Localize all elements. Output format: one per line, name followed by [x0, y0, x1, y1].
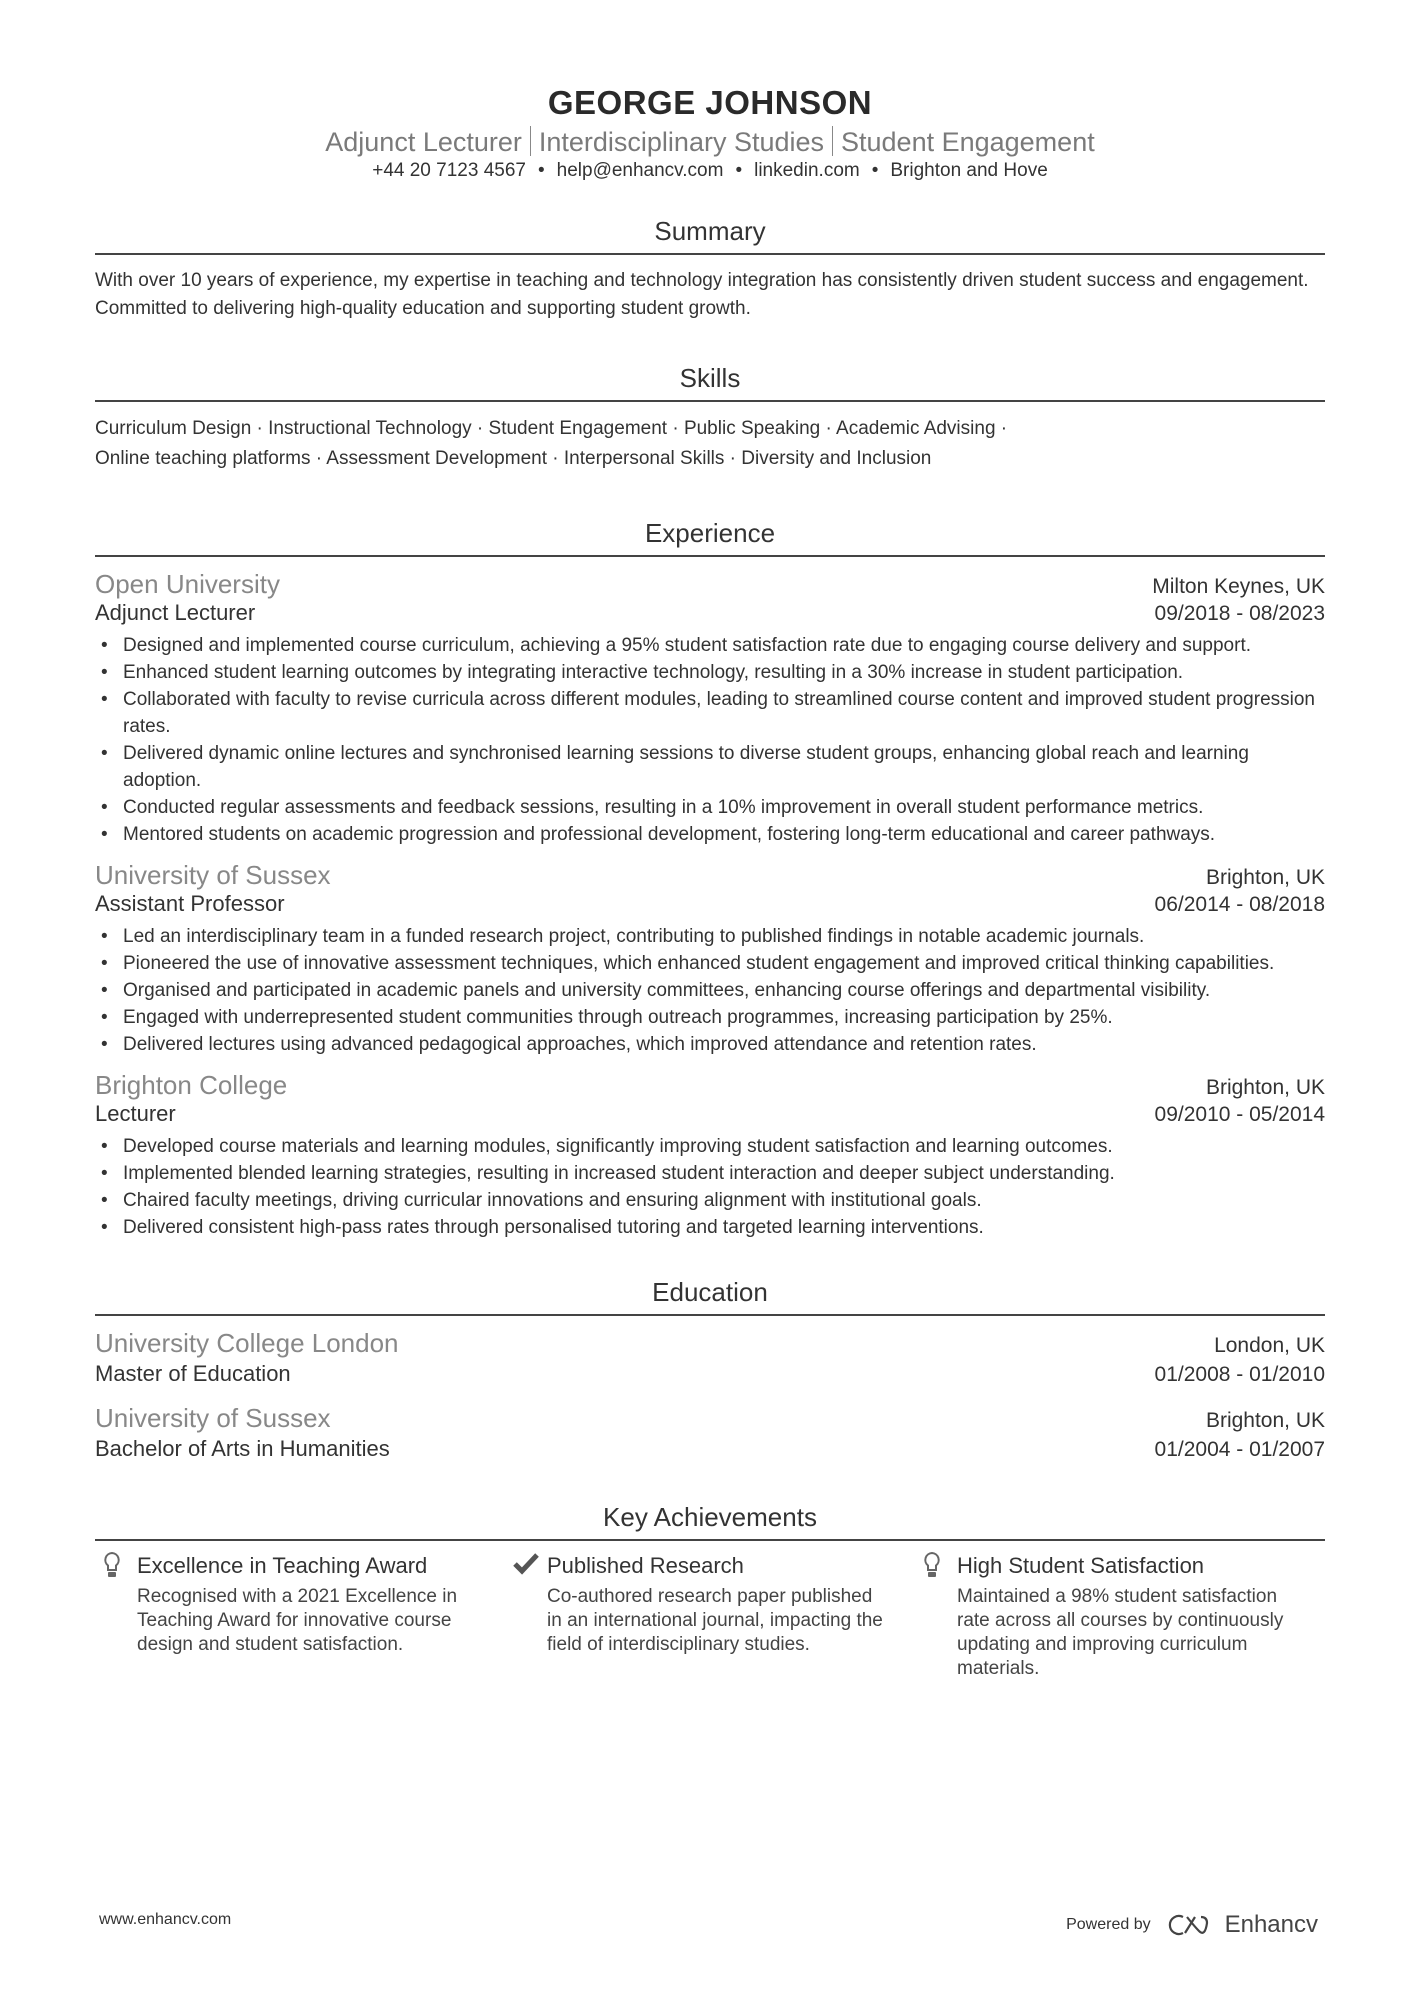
divider: [530, 126, 531, 156]
headline-title: Interdisciplinary Studies: [538, 127, 825, 157]
headline: [95, 126, 1325, 160]
job-entry: [95, 860, 1325, 1058]
education-entry: [95, 1328, 1325, 1387]
job-location: Brighton, UK: [1205, 1076, 1325, 1099]
skills-line: Curriculum Design · Instructional Technology · Student Engagement · Public Speaking · Academic Advising ·: [95, 418, 1008, 439]
achievements-list: [95, 1551, 1325, 1681]
achievement-title: Published Research: [547, 1553, 744, 1578]
bullet: • Engaged with underrepresented student communities through outreach programmes, increasing participation by 25%.: [95, 1004, 1325, 1031]
achievement-description: Recognised with a 2021 Excellence in Teaching Award for innovative course design and student satisfaction.: [137, 1586, 458, 1655]
job-bullets: [95, 632, 1325, 848]
education-list: [95, 1328, 1325, 1462]
linkedin-link[interactable]: linkedin.com: [754, 160, 860, 181]
job-bullets: [95, 923, 1325, 1058]
bullet: • Organised and participated in academic panels and university committees, enhancing course offerings and departmental visibility.: [95, 977, 1325, 1004]
job-location: Brighton, UK: [1205, 866, 1325, 889]
email-link[interactable]: help@enhancv.com: [556, 160, 724, 181]
bullet: • Delivered dynamic online lectures and synchronised learning sessions to diverse student groups, enhancing global reach and learning adoption.: [95, 740, 1325, 794]
lightbulb-icon: [95, 1551, 137, 1681]
powered-by: Powered by: [1066, 1916, 1151, 1933]
education-entry: [95, 1403, 1325, 1462]
job-entry: [95, 1070, 1325, 1241]
achievements-heading: Key Achievements: [95, 1502, 1325, 1541]
job-bullets: [95, 1133, 1325, 1241]
website-link[interactable]: www.enhancv.com: [99, 1911, 232, 1928]
bullet: • Chaired faculty meetings, driving curricular innovations and ensuring alignment with institutional goals.: [95, 1187, 1325, 1214]
enhancv-logo-icon: [1165, 1913, 1211, 1937]
location: Brighton and Hove: [890, 160, 1048, 181]
bullet: • Conducted regular assessments and feedback sessions, resulting in a 10% improvement in overall student performance metrics.: [95, 794, 1325, 821]
bullet: • Mentored students on academic progression and professional development, fostering long-term educational and career pathways.: [95, 821, 1325, 848]
contact-info: +44 20 7123 4567 • help@enhancv.com • linkedin.com • Brighton and Hove: [372, 160, 1048, 181]
bullet: • Designed and implemented course curriculum, achieving a 95% student satisfaction rate due to engaging course delivery and support.: [95, 632, 1325, 659]
job-location: Milton Keynes, UK: [1152, 575, 1325, 598]
brand: [1066, 1911, 1318, 1939]
checkmark-icon: [505, 1551, 547, 1681]
education-heading: Education: [95, 1277, 1325, 1316]
experience-list: [95, 569, 1325, 1241]
candidate-name: GEORGE JOHNSON: [547, 84, 873, 121]
headline-title: Adjunct Lecturer: [325, 127, 522, 157]
bullet: • Led an interdisciplinary team in a funded research project, contributing to published findings in notable academic journals.: [95, 923, 1325, 950]
bullet: • Enhanced student learning outcomes by integrating interactive technology, resulting in a 30% increase in student participation.: [95, 659, 1325, 686]
bullet: • Collaborated with faculty to revise curricula across different modules, leading to streamlined course content and improved student progression rates.: [95, 686, 1325, 740]
degree: Bachelor of Arts in Humanities: [95, 1436, 390, 1461]
job-title: Lecturer: [95, 1101, 176, 1126]
company: Open University: [95, 569, 280, 599]
skills-heading: Skills: [95, 363, 1325, 402]
job-entry: [95, 569, 1325, 848]
school-location: London, UK: [1214, 1334, 1325, 1357]
degree: Master of Education: [95, 1361, 291, 1386]
education-dates: 01/2008 - 01/2010: [1154, 1363, 1325, 1386]
skills-line: Online teaching platforms · Assessment Development · Interpersonal Skills · Diversity and Inclusion: [95, 448, 932, 469]
phone: +44 20 7123 4567: [372, 160, 526, 181]
achievement-description: Maintained a 98% student satisfaction rate across all courses by continuously updating and improving curriculum materials.: [957, 1586, 1284, 1679]
bullet: • Pioneered the use of innovative assessment techniques, which enhanced student engagement and improved critical thinking capabilities.: [95, 950, 1325, 977]
company: Brighton College: [95, 1070, 288, 1100]
bullet: • Implemented blended learning strategies, resulting in increased student interaction and deeper subject understanding.: [95, 1160, 1325, 1187]
lightbulb-icon: [915, 1551, 957, 1681]
bullet: • Developed course materials and learning modules, significantly improving student satisfaction and learning outcomes.: [95, 1133, 1325, 1160]
summary-heading: Summary: [95, 216, 1325, 255]
job-title: Adjunct Lecturer: [95, 600, 256, 625]
job-dates: 09/2010 - 05/2014: [1154, 1103, 1325, 1126]
headline-title: Student Engagement: [841, 127, 1095, 157]
achievement: [915, 1551, 1325, 1681]
company: University of Sussex: [95, 860, 331, 890]
achievement: [505, 1551, 915, 1681]
resume: [95, 84, 1325, 1681]
summary-text: With over 10 years of experience, my expertise in teaching and technology integration has consistently driven student success and engagement. Committed to delivering high-quality education and supporting student growth.: [95, 270, 1309, 319]
job-dates: 09/2018 - 08/2023: [1154, 602, 1325, 625]
achievement: [95, 1551, 505, 1681]
footer: [99, 1911, 1318, 1939]
brand-name: Enhancv: [1224, 1911, 1318, 1938]
bullet: • Delivered consistent high-pass rates through personalised tutoring and targeted learning interventions.: [95, 1214, 1325, 1241]
divider: [832, 126, 833, 156]
bullet: • Delivered lectures using advanced pedagogical approaches, which improved attendance and retention rates.: [95, 1031, 1325, 1058]
experience-heading: Experience: [95, 518, 1325, 557]
achievement-title: High Student Satisfaction: [957, 1553, 1205, 1578]
school: University of Sussex: [95, 1403, 331, 1433]
school: University College London: [95, 1328, 399, 1358]
job-title: Assistant Professor: [95, 891, 285, 916]
achievement-title: Excellence in Teaching Award: [137, 1553, 428, 1578]
education-dates: 01/2004 - 01/2007: [1154, 1438, 1325, 1461]
achievement-description: Co-authored research paper published in an international journal, impacting the field of interdisciplinary studies.: [547, 1586, 883, 1655]
school-location: Brighton, UK: [1205, 1409, 1325, 1432]
job-dates: 06/2014 - 08/2018: [1154, 893, 1325, 916]
